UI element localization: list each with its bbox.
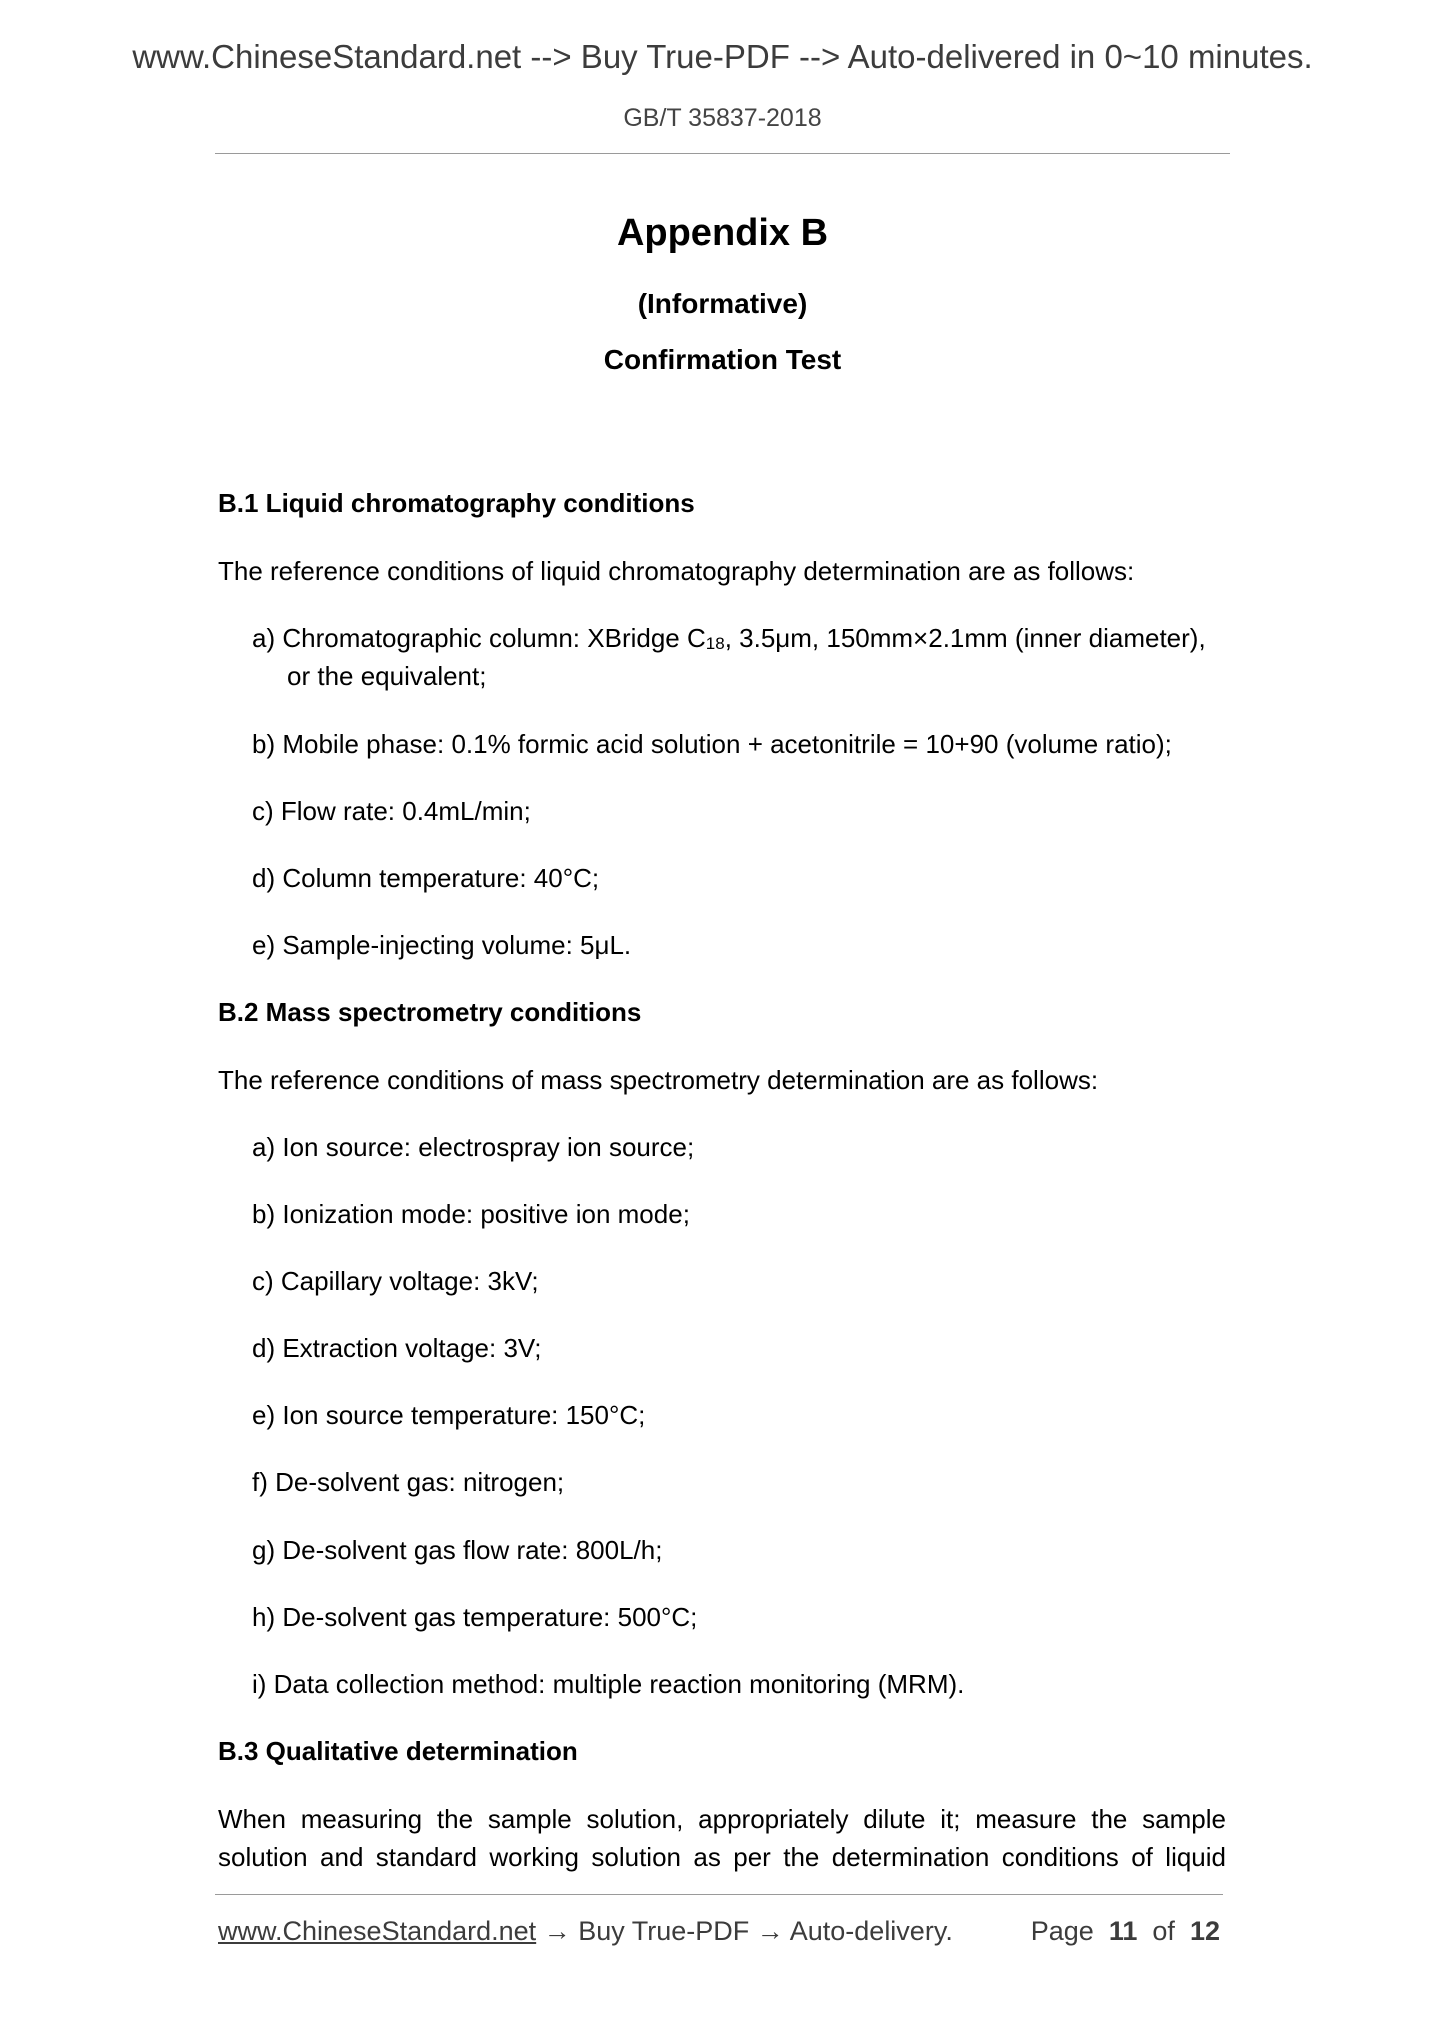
section-b3-line-1: When measuring the sample solution, appropriately dilute it; measure the sample <box>218 1804 1226 1834</box>
footer-link[interactable]: www.ChineseStandard.net <box>218 1916 537 1946</box>
b2-item-h: h) De-solvent gas temperature: 500°C; <box>252 1602 698 1632</box>
section-b3-heading: B.3 Qualitative determination <box>218 1736 578 1766</box>
top-banner: www.ChineseStandard.net --> Buy True-PDF --> Auto-delivered in 0~10 minutes. <box>132 38 1313 75</box>
footer-tagline: → Buy True-PDF → Auto-delivery. <box>536 1916 953 1946</box>
section-b1-heading: B.1 Liquid chromatography conditions <box>218 488 695 518</box>
appendix-title: Appendix B <box>616 212 829 254</box>
b2-item-c: c) Capillary voltage: 3kV; <box>252 1266 539 1296</box>
b1-item-a-subscript: 18 <box>705 634 725 653</box>
footer-text <box>218 1916 953 1947</box>
b2-item-b: b) Ionization mode: positive ion mode; <box>252 1199 690 1229</box>
b2-item-i: i) Data collection method: multiple reaction monitoring (MRM). <box>252 1669 965 1699</box>
b2-item-g: g) De-solvent gas flow rate: 800L/h; <box>252 1535 663 1565</box>
section-b3-line-2: solution and standard working solution as per the determination conditions of liquid <box>218 1842 1226 1872</box>
b1-item-e: e) Sample-injecting volume: 5μL. <box>252 930 632 960</box>
appendix-nature: (Informative) <box>637 288 808 319</box>
b2-item-d: d) Extraction voltage: 3V; <box>252 1333 542 1363</box>
b2-item-a: a) Ion source: electrospray ion source; <box>252 1132 695 1162</box>
b1-item-d: d) Column temperature: 40°C; <box>252 863 600 893</box>
section-b2-intro: The reference conditions of mass spectrometry determination are as follows: <box>218 1065 1099 1095</box>
section-b1-intro: The reference conditions of liquid chromatography determination are as follows: <box>218 556 1135 586</box>
page-current: 11 <box>1108 1916 1138 1946</box>
page-total: 12 <box>1189 1916 1220 1946</box>
b1-item-b: b) Mobile phase: 0.1% formic acid solution + acetonitrile = 10+90 (volume ratio); <box>252 729 1172 759</box>
section-b2-heading: B.2 Mass spectrometry conditions <box>218 997 642 1027</box>
page-indicator <box>1031 1916 1220 1947</box>
b2-item-f: f) De-solvent gas: nitrogen; <box>252 1467 565 1497</box>
appendix-subtitle: Confirmation Test <box>603 344 842 375</box>
standard-number: GB/T 35837-2018 <box>623 104 822 132</box>
b1-item-c: c) Flow rate: 0.4mL/min; <box>252 796 531 826</box>
page-label: Page <box>1030 1916 1094 1946</box>
page-of-label: of <box>1152 1916 1175 1946</box>
footer-divider <box>215 1894 1223 1895</box>
b2-item-e: e) Ion source temperature: 150°C; <box>252 1400 646 1430</box>
b1-item-a <box>252 623 1206 654</box>
b1-item-a-pre: a) Chromatographic column: XBridge C <box>252 623 706 653</box>
header-divider <box>215 153 1230 154</box>
b1-item-a-continuation: or the equivalent; <box>287 661 487 691</box>
b1-item-a-post: , 3.5μm, 150mm×2.1mm (inner diameter), <box>724 623 1206 653</box>
